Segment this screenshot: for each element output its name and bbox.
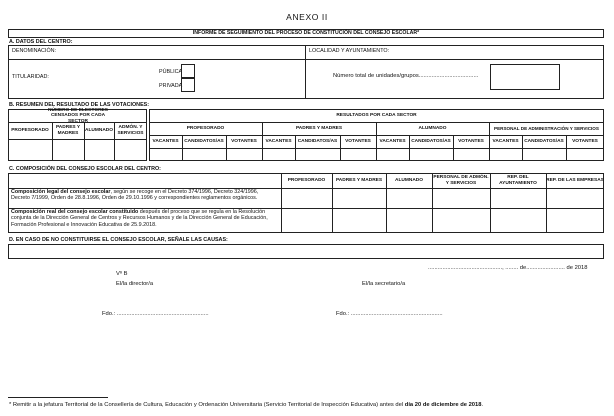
director-label: El/la director/a — [116, 281, 154, 287]
comp-col-ayuntamiento: REP. DEL AYUNTAMIENTO — [499, 175, 537, 186]
page-title: ANEXO II — [286, 12, 328, 22]
vb-label: Vº B — [116, 271, 128, 277]
electores-col-padres: PADRES Y MADRES — [55, 125, 81, 136]
sector-padres: PADRES Y MADRES — [295, 125, 343, 131]
denominacion-label: DENOMINACIÓN: — [12, 48, 57, 54]
publica-label: PÚBLICA — [159, 69, 183, 75]
sub-votantes: VOTANTES — [572, 138, 598, 144]
titularidad-label: TITULARIDAD: — [12, 74, 49, 80]
causas-field[interactable] — [8, 244, 604, 259]
localidad-label: LOCALIDAD Y AYUNTAMIENTO: — [309, 48, 390, 54]
num-unidades-label: Número total de unidades/grupos..................................... — [333, 73, 479, 79]
publica-checkbox[interactable] — [181, 64, 195, 78]
electores-header: NÚMERO DE ELECTORES CENSADOS POR CADA SECTOR — [48, 107, 108, 124]
electores-table-h2 — [8, 139, 147, 140]
resultados-header: RESULTADOS POR CADA SECTOR — [336, 112, 417, 118]
sub-vacantes: VACANTES — [379, 138, 406, 144]
comp-row-real-text: después del proceso que se regula en la Resolución conjunta de la Dirección General de Centros y Recursos Humanos y de la Dirección General de Educación, Formación Profesional e Innovación Educativa de 25.9.2018. — [11, 209, 268, 228]
sub-votantes: VOTANTES — [458, 138, 484, 144]
sector-profesorado: PROFESORADO — [186, 125, 225, 131]
comp-col-alumnado: ALUMNADO — [395, 177, 423, 183]
footnote-rule — [8, 397, 108, 398]
secretario-label: El/la secretario/a — [362, 281, 406, 287]
sub-candidatos: CANDIDATOS/AS — [411, 138, 451, 144]
section-d-heading: D. EN CASO DE NO CONSTITUIRSE EL CONSEJO ESCOLAR, SEÑALE LAS CAUSAS: — [9, 237, 228, 243]
num-unidades-field[interactable] — [490, 64, 560, 90]
sub-votantes: VOTANTES — [231, 138, 257, 144]
comp-col-empresas: REP. DE LAS EMPRESAS — [546, 177, 604, 183]
section-c-heading: C. COMPOSICIÓN DEL CONSEJO ESCOLAR DEL CENTRO: — [9, 166, 161, 172]
privada-checkbox[interactable] — [181, 78, 195, 92]
sub-vacantes: VACANTES — [492, 138, 519, 144]
electores-col-profesorado: PROFESORADO — [11, 127, 49, 133]
section-a-row-divider — [8, 59, 604, 60]
section-a-heading: A. DATOS DEL CENTRO: — [9, 39, 73, 45]
footnote-prefix: * Remitir a la jefatura Territorial de la Consellería de Cultura, Educación y Ordenación Universitaria (Servicio Territorial de Inspección Educativa) antes del — [9, 402, 405, 408]
fdo-secretario: Fdo.: ......................................................... — [336, 311, 443, 317]
sub-vacantes: VACANTES — [152, 138, 179, 144]
date-line: .............................................., ........ de........................ de 2018 — [428, 265, 588, 271]
electores-col-alumnado: ALUMNADO — [85, 127, 113, 133]
comp-row-legal — [11, 189, 278, 202]
report-header: INFORME DE SEGUIMIENTO DEL PROCESO DE CONSTITUCIÓN DEL CONSEJO ESCOLAR* — [192, 30, 420, 36]
sector-pas: PERSONAL DE ADMINISTRACIÓN Y SERVICIOS — [494, 125, 599, 131]
footnote-date: día 20 de diciembre de 2018 — [404, 402, 482, 408]
comp-row-legal-title: Composición legal del consejo escolar — [11, 189, 111, 195]
sub-candidatos: CANDIDATOS/AS — [297, 138, 338, 144]
sub-candidatos: CANDIDATOS/AS — [184, 138, 224, 144]
section-b-heading: B. RESUMEN DEL RESULTADO DE LAS VOTACIONES: — [9, 102, 150, 108]
footnote — [9, 402, 483, 408]
comp-row-legal-text: , según se recoge en el Decreto 374/1996, Decreto 324/1996, Decreto 7/1999, Orden de 28.8.1996, Orden de 29.10.1996 y correspondientes reglamentos orgánicos. — [11, 189, 259, 202]
comp-row-real — [11, 209, 278, 228]
comp-col-pas: PERSONAL DE ADMÓN. Y SERVICIOS — [433, 175, 489, 186]
sub-votantes: VOTANTES — [345, 138, 371, 144]
sub-candidatos: CANDIDATOS/AS — [524, 138, 564, 144]
comp-row-real-title: Composición real del consejo escolar constituido — [11, 209, 139, 215]
privada-label: PRIVADA — [159, 83, 183, 89]
electores-col-admon: ADMÓN. Y SERVICIOS — [117, 125, 144, 136]
section-a-divider — [305, 45, 306, 99]
fdo-director: Fdo.: ......................................................... — [102, 311, 209, 317]
footnote-suffix: . — [481, 402, 484, 408]
sector-alumnado: ALUMNADO — [418, 125, 447, 131]
comp-col-profesorado: PROFESORADO — [287, 177, 326, 183]
comp-col-padres: PADRES Y MADRES — [335, 177, 383, 183]
sub-vacantes: VACANTES — [265, 138, 292, 144]
